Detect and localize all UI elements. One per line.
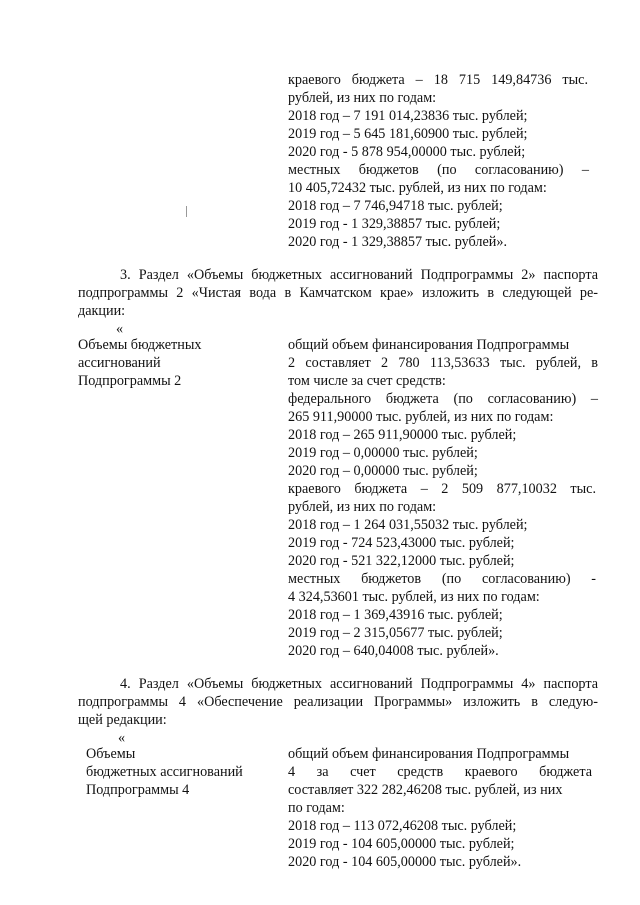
text-line: 2018 год – 7 746,94718 тыс. рублей; — [288, 198, 503, 214]
text-line: краевого бюджета – 18 715 149,84736 тыс. — [288, 72, 588, 88]
paragraph-line: щей редакции: — [78, 712, 167, 728]
text-line: 2018 год – 1 264 031,55032 тыс. рублей; — [288, 517, 528, 533]
text-line: общий объем финансирования Подпрограммы — [288, 337, 570, 353]
text-line: местных бюджетов (по согласованию) – — [288, 162, 589, 178]
text-line: 2020 год - 1 329,38857 тыс. рублей». — [288, 234, 508, 250]
text-line: 2020 год – 0,00000 тыс. рублей; — [288, 463, 478, 479]
label-line: ассигнований — [78, 355, 161, 371]
paragraph-line: подпрограммы 4 «Обеспечение реализации Программы» изложить в следую- — [78, 694, 598, 710]
text-line: рублей, из них по годам: — [288, 499, 437, 515]
text-line: рублей, из них по годам: — [288, 90, 437, 106]
text-line: краевого бюджета – 2 509 877,10032 тыс. — [288, 481, 596, 497]
text-line: 2018 год – 1 369,43916 тыс. рублей; — [288, 607, 503, 623]
text-line: 265 911,90000 тыс. рублей, из них по годам: — [288, 409, 554, 425]
text-line: по годам: — [288, 800, 345, 816]
text-line: 2019 год – 5 645 181,60900 тыс. рублей; — [288, 126, 528, 142]
text-line: 2019 год – 0,00000 тыс. рублей; — [288, 445, 478, 461]
paragraph-line: 3. Раздел «Объемы бюджетных ассигнований Подпрограммы 2» паспорта — [120, 267, 598, 283]
text-line: 2020 год - 104 605,00000 тыс. рублей». — [288, 854, 522, 870]
text-line: 2020 год - 5 878 954,00000 тыс. рублей; — [288, 144, 526, 160]
label-line: Подпрограммы 4 — [86, 782, 190, 798]
text-line: 10 405,72432 тыс. рублей, из них по годам: — [288, 180, 547, 196]
text-line: 2019 год - 724 523,43000 тыс. рублей; — [288, 535, 515, 551]
paragraph-line: дакции: — [78, 303, 126, 319]
text-line: федерального бюджета (по согласованию) – — [288, 391, 598, 407]
scan-mark — [186, 206, 187, 217]
label-line: бюджетных ассигнований — [86, 764, 243, 780]
open-quote: « — [116, 321, 124, 337]
text-line: 2020 год – 640,04008 тыс. рублей». — [288, 643, 499, 659]
label-line: Объемы бюджетных — [78, 337, 202, 353]
text-line: общий объем финансирования Подпрограммы — [288, 746, 570, 762]
text-line: 2018 год – 113 072,46208 тыс. рублей; — [288, 818, 517, 834]
text-line: 4 324,53601 тыс. рублей, из них по годам: — [288, 589, 540, 605]
text-line: 2019 год - 104 605,00000 тыс. рублей; — [288, 836, 515, 852]
text-line: составляет 322 282,46208 тыс. рублей, из них — [288, 782, 563, 798]
text-line: 2019 год - 1 329,38857 тыс. рублей; — [288, 216, 501, 232]
label-line: Объемы — [86, 746, 136, 762]
text-line: 2018 год – 265 911,90000 тыс. рублей; — [288, 427, 517, 443]
text-line: 2020 год - 521 322,12000 тыс. рублей; — [288, 553, 515, 569]
open-quote: « — [118, 730, 126, 746]
text-line: 2019 год – 2 315,05677 тыс. рублей; — [288, 625, 503, 641]
text-line: 2018 год – 7 191 014,23836 тыс. рублей; — [288, 108, 528, 124]
paragraph-line: подпрограммы 2 «Чистая вода в Камчатском крае» изложить в следующей ре- — [78, 285, 598, 301]
text-line: том числе за счет средств: — [288, 373, 446, 389]
label-line: Подпрограммы 2 — [78, 373, 182, 389]
text-line: 4 за счет средств краевого бюджета — [288, 764, 592, 780]
text-line: местных бюджетов (по согласованию) - — [288, 571, 596, 587]
paragraph-line: 4. Раздел «Объемы бюджетных ассигнований Подпрограммы 4» паспорта — [120, 676, 598, 692]
text-line: 2 составляет 2 780 113,53633 тыс. рублей, в — [288, 355, 598, 371]
